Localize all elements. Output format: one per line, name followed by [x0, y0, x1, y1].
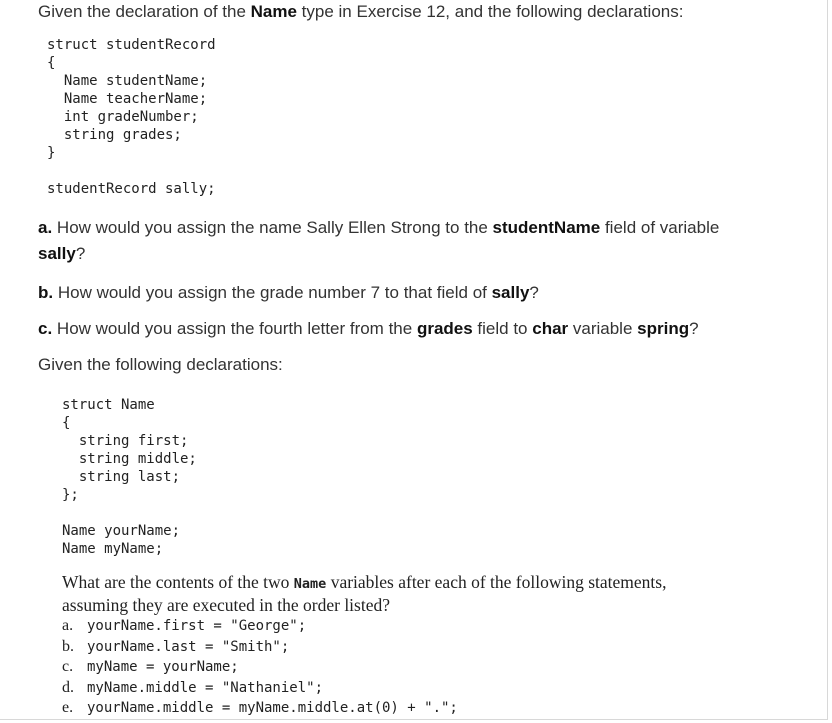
statement-code: myName.middle = "Nathaniel"; — [87, 679, 324, 696]
statement-item — [62, 616, 458, 637]
question-b: b. How would you assign the grade number 7 to that field of sally? — [38, 283, 539, 302]
statement-list — [62, 616, 458, 719]
statement-letter: e. — [62, 699, 74, 716]
statement-letter: b. — [62, 637, 74, 655]
student-record-code: struct studentRecord { Name studentName; Name teacherName; int gradeNumber; string grades; } studentRecord sally; — [47, 37, 216, 197]
statement-letter: d. — [62, 678, 74, 696]
given-declarations-text: Given the following declarations: — [38, 355, 283, 374]
statement-code: yourName.last = "Smith"; — [87, 638, 290, 655]
statement-item — [62, 698, 458, 719]
statement-letter: c. — [62, 658, 74, 675]
statement-item — [62, 678, 458, 699]
question-c: c. How would you assign the fourth letter from the grades field to char variable spring? — [38, 319, 699, 338]
statement-item — [62, 637, 458, 658]
question-a: a. How would you assign the name Sally Ellen Strong to the studentName field of variable sally? — [38, 218, 720, 263]
statement-item — [62, 657, 458, 678]
statement-code: yourName.middle = myName.middle.at(0) + "."; — [87, 700, 458, 716]
statement-code: myName = yourName; — [87, 659, 239, 675]
statement-code: yourName.first = "George"; — [87, 618, 307, 634]
book-question: What are the contents of the two Name variables after each of the following statements, assuming they are executed in the order listed? — [62, 572, 667, 615]
intro-text: Given the declaration of the Name type in Exercise 12, and the following declarations: — [38, 2, 684, 21]
statement-letter: a. — [62, 617, 74, 634]
name-struct-code: struct Name { string first; string middle; string last; }; Name yourName; Name myName; — [62, 397, 197, 557]
